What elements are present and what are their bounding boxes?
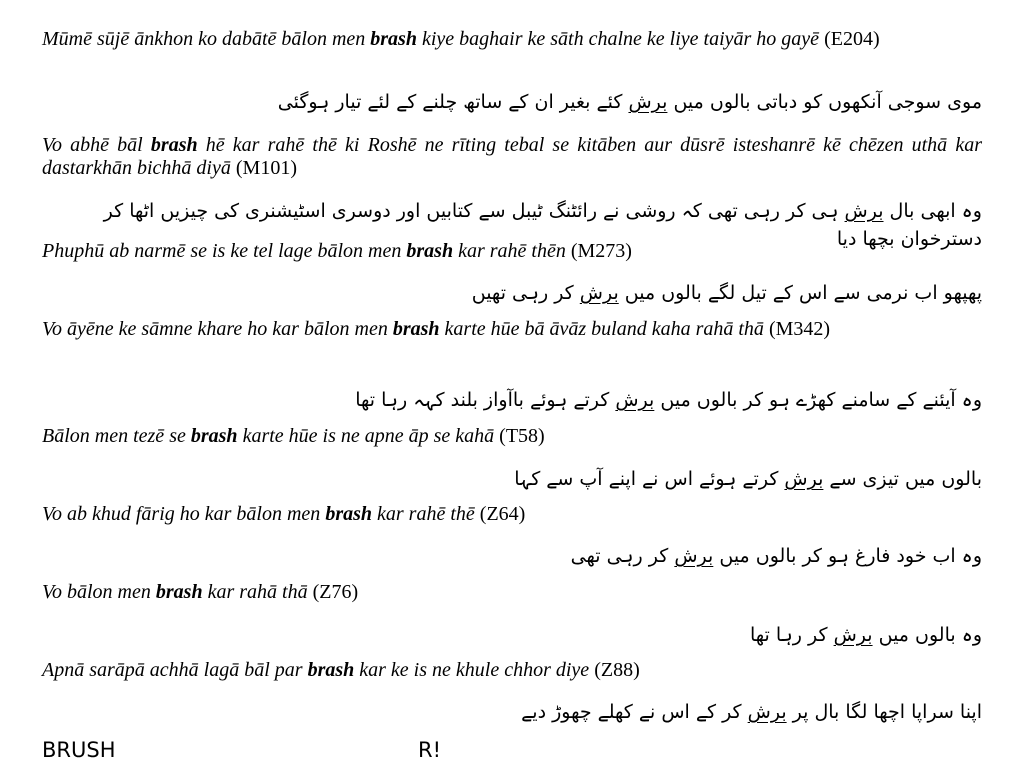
urdu-text: اپنا سراپا اچھا لگا بال پر [786,701,982,723]
urdu-keyword: برش [579,282,619,304]
footer-code: R! [418,738,442,762]
romanized-text: kar rahā thā [202,581,308,603]
romanized-text: kar ke is ne khule chhor diye [354,659,590,681]
romanized-text: Vo bālon men [42,581,156,603]
urdu-text: موی سوجی آنکھوں کو دباتی بالوں میں [667,91,982,113]
keyword: brash [370,28,417,50]
urdu-text: وہ اب خود فارغ ہو کر بالوں میں [713,545,982,567]
romanized-text: Mūmē sūjē ānkhon ko dabātē bālon men [42,28,371,50]
urdu-keyword: برش [833,624,873,646]
footer-headword: BRUSH [42,738,116,762]
keyword: brash [155,581,203,603]
urdu-text: وہ بالوں میں [872,624,982,646]
urdu-keyword: برش [615,389,655,411]
urdu-text: بالوں میں تیزی سے [823,468,982,490]
romanized-text: hē kar rahē thē ki Roshē ne rīting tebal se kitāben aur dūsrē isteshanrē kē chēzen uthā kar dastarkhān bichhā diyā [42,134,982,179]
urdu-text: کئے بغیر ان کے ساتھ چلنے کے لئے تیار ہوگئی [277,91,629,113]
romanized-sentence [42,503,982,526]
urdu-sentence [42,465,982,493]
reference-code: (M342) [768,318,831,340]
urdu-keyword: برش [844,200,884,222]
romanized-text: Apnā sarāpā achhā lagā bāl par [42,659,308,681]
reference-code: (E204) [824,28,880,50]
romanized-sentence [42,134,982,180]
urdu-sentence [42,88,982,116]
romanized-text: kiye baghair ke sāth chalne ke liye taiyār ho gayē [416,28,820,50]
reference-code: (Z64) [479,503,526,525]
urdu-keyword: برش [674,545,714,567]
romanized-text: karte hūe is ne apne āp se kahā [237,425,495,447]
romanized-sentence [42,318,982,341]
urdu-text: ہی کر رہی تھی کہ روشی نے رائٹنگ ٹیبل سے کتابیں اور دوسری اسٹیشنری کی چیزیں اٹھا کر دسترخوان بچھا دیا [103,200,982,250]
romanized-text: Vo āyēne ke sāmne khare ho kar bālon men [42,318,393,340]
romanized-text: kar rahē thēn [453,240,566,262]
urdu-text: وہ آیئنے کے سامنے کھڑے ہو کر بالوں میں [654,389,982,411]
urdu-text: کر کے اس نے کھلے چھوڑ دیے [521,701,748,723]
romanized-text: karte hūe bā āvāz buland kaha rahā thā [439,318,764,340]
keyword: brash [190,425,238,447]
keyword: brash [325,503,373,525]
romanized-text: kar rahē thē [372,503,475,525]
keyword: brash [150,134,198,156]
romanized-sentence [42,425,982,448]
romanized-sentence [42,659,982,682]
romanized-text: Vo ab khud fārig ho kar bālon men [42,503,326,525]
urdu-keyword: برش [747,701,787,723]
reference-code: (M273) [570,240,632,262]
urdu-sentence [42,542,982,570]
urdu-sentence [42,386,982,414]
reference-code: (Z88) [594,659,640,681]
urdu-text: کر رہی تھی [570,545,675,567]
urdu-text: کر رہا تھا [750,624,834,646]
romanized-sentence [42,581,982,604]
keyword: brash [392,318,440,340]
reference-code: (T58) [499,425,545,447]
urdu-text: پھپھو اب نرمی سے اس کے تیل لگے بالوں میں [618,282,982,304]
keyword: brash [307,659,355,681]
romanized-sentence [42,240,982,263]
urdu-keyword: برش [628,91,668,113]
romanized-text: Bālon men tezē se [42,425,191,447]
urdu-text: وہ ابھی بال [883,200,982,222]
romanized-sentence [42,28,982,51]
urdu-sentence [42,698,982,726]
keyword: brash [406,240,454,262]
urdu-text: کر رہی تھیں [471,282,580,304]
romanized-text: Phuphū ab narmē se is ke tel lage bālon men [42,240,407,262]
urdu-text: کرتے ہوئے باآواز بلند کہہ رہا تھا [355,389,616,411]
reference-code: (M101) [235,157,297,179]
reference-code: (Z76) [312,581,359,603]
urdu-keyword: برش [784,468,824,490]
urdu-sentence [42,279,982,307]
urdu-sentence [42,621,982,649]
romanized-text: Vo abhē bāl [42,134,151,156]
urdu-text: کرتے ہوئے اس نے اپنے آپ سے کہا [514,468,785,490]
